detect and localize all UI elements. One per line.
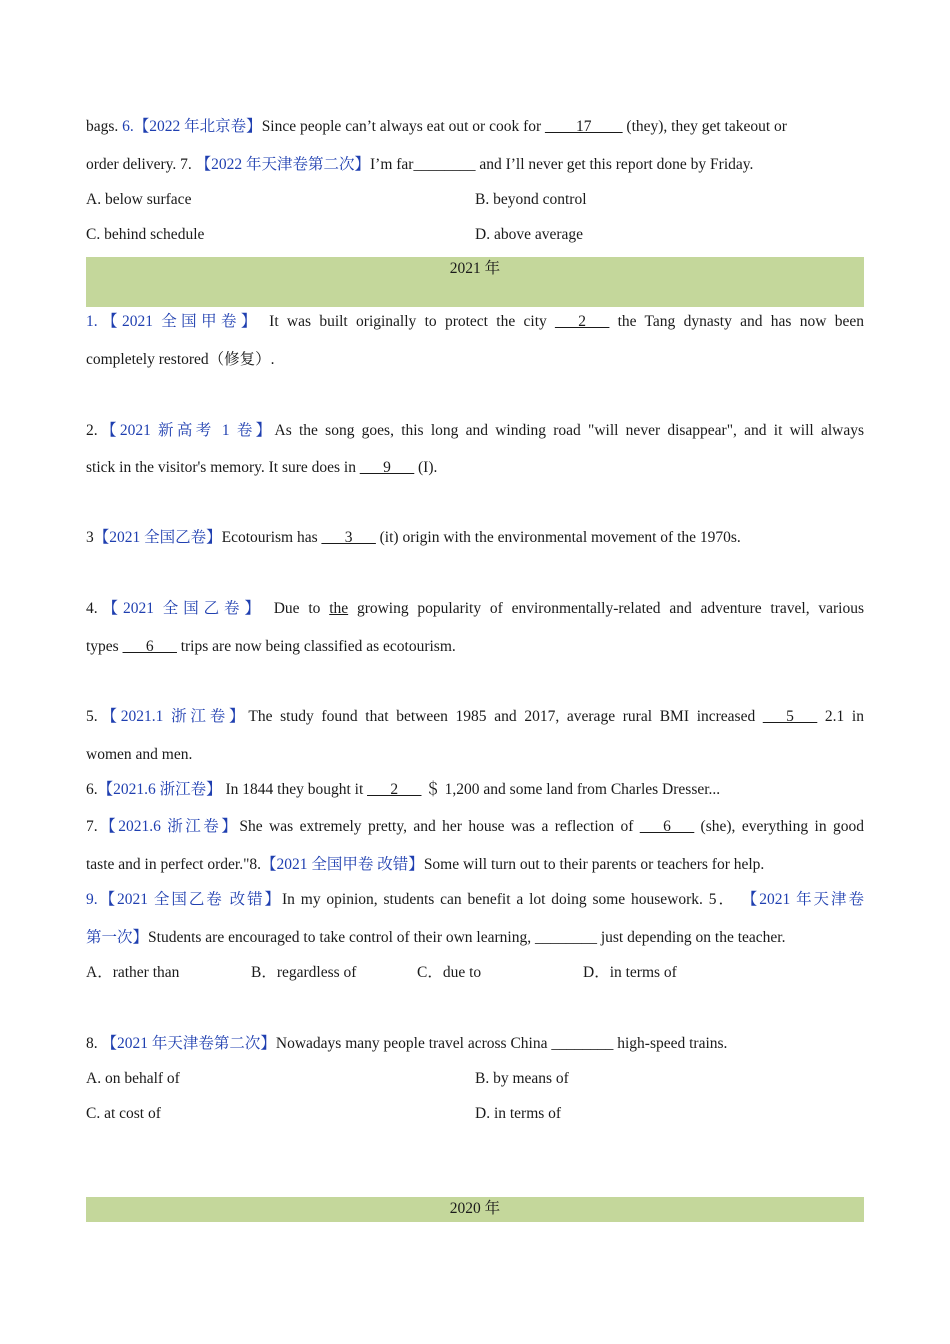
source-tag: 【2021 全国甲卷】 bbox=[97, 313, 261, 330]
option-d: D．in terms of bbox=[583, 964, 677, 981]
text: types bbox=[86, 638, 123, 655]
text: Since people can’t always eat out or cook for bbox=[261, 118, 546, 135]
text: It was built originally to protect the city bbox=[269, 313, 556, 330]
text: growing popularity of environmentally-related and adventure travel, various bbox=[348, 600, 865, 617]
text: Nowadays many people travel across China ________ high-speed trains. bbox=[275, 1035, 728, 1052]
question-number: 6. bbox=[122, 118, 134, 135]
option-d: D. above average bbox=[475, 226, 584, 243]
section-header-2021 bbox=[86, 257, 864, 307]
q4-line-2 bbox=[86, 637, 864, 657]
option-b: B．regardless of bbox=[251, 964, 357, 981]
source-tag: 【2021 全国甲卷 改错】 bbox=[261, 856, 424, 873]
option-a: A. on behalf of bbox=[86, 1070, 180, 1087]
section-title: 2020 年 bbox=[449, 1200, 501, 1217]
answer-blank: ___2___ bbox=[367, 781, 422, 798]
q2-line-2 bbox=[86, 458, 864, 478]
q3-line-1 bbox=[86, 528, 864, 548]
text: (they), they get takeout or bbox=[622, 118, 787, 135]
q7-line-2 bbox=[86, 855, 864, 875]
text: bags. bbox=[86, 118, 123, 135]
underlined-word: the bbox=[329, 600, 349, 617]
text: (I). bbox=[414, 459, 438, 476]
text: She was extremely pretty, and her house was a reflection of bbox=[239, 818, 640, 835]
option-d: D. in terms of bbox=[475, 1105, 562, 1122]
text: (she), everything in good bbox=[694, 818, 864, 835]
answer-blank: ____17____ bbox=[545, 118, 623, 135]
source-tag: 【2021 全国乙卷 改错】 bbox=[97, 891, 283, 908]
source-tag: 【2021.1 浙江卷】 bbox=[97, 708, 249, 725]
q1-line-1 bbox=[86, 312, 864, 332]
source-tag: 【2021 年天津卷 bbox=[741, 891, 864, 908]
q7-line-1 bbox=[86, 817, 864, 837]
question-number: 2. bbox=[86, 422, 98, 439]
text: ＄ 1,200 and some land from Charles Dresser... bbox=[421, 781, 721, 798]
section-title: 2021 年 bbox=[449, 260, 501, 277]
text: Ecotourism has bbox=[221, 529, 322, 546]
question-number: 1. bbox=[86, 313, 98, 330]
text: taste and in perfect order."8. bbox=[86, 856, 262, 873]
q2022-line-1 bbox=[86, 117, 864, 137]
source-tag: 【2022 年北京卷】 bbox=[133, 118, 262, 135]
answer-blank: ___6___ bbox=[122, 638, 177, 655]
options-row bbox=[86, 1069, 864, 1089]
option-c: C. behind schedule bbox=[86, 226, 205, 243]
q9-line-2 bbox=[86, 928, 864, 948]
text: Some will turn out to their parents or teachers for help. bbox=[423, 856, 765, 873]
q1-line-2 bbox=[86, 350, 864, 370]
q2022-line-2 bbox=[86, 155, 864, 175]
answer-blank: ___3___ bbox=[321, 529, 376, 546]
text: In my opinion, students can benefit a lot doing some housework. 5． bbox=[282, 891, 742, 908]
text: As the song goes, this long and winding road "will never disappear", and it will always bbox=[274, 422, 864, 439]
text: Students are encouraged to take control of their own learning, ________ just depending on the teacher. bbox=[148, 929, 786, 946]
question-number: 9. bbox=[86, 891, 98, 908]
option-b: B. beyond control bbox=[475, 191, 587, 208]
text: I’m far________ and I’ll never get this report done by Friday. bbox=[370, 156, 754, 173]
text: completely restored（修复）. bbox=[86, 351, 275, 368]
answer-blank: ___2___ bbox=[555, 313, 610, 330]
option-b: B. by means of bbox=[475, 1070, 569, 1087]
options-row bbox=[86, 225, 864, 245]
q8-line-1 bbox=[86, 1034, 864, 1054]
q9-line-1 bbox=[86, 890, 864, 910]
text: women and men. bbox=[86, 746, 193, 763]
source-tag: 【2021.6 浙江卷】 bbox=[97, 818, 240, 835]
text: order delivery. 7. bbox=[86, 156, 196, 173]
question-number: 5. bbox=[86, 708, 98, 725]
source-tag: 【2021 全国乙卷】 bbox=[93, 529, 222, 546]
text: trips are now being classified as ecotourism. bbox=[176, 638, 456, 655]
section-header-2020 bbox=[86, 1197, 864, 1222]
question-number: 7. bbox=[86, 818, 98, 835]
question-number: 4. bbox=[86, 600, 98, 617]
text: The study found that between 1985 and 2017, average rural BMI increased bbox=[248, 708, 763, 725]
answer-blank: ___6___ bbox=[639, 818, 695, 835]
option-a: A．rather than bbox=[86, 964, 180, 981]
q5-line-2 bbox=[86, 745, 864, 765]
question-number: 6. bbox=[86, 781, 98, 798]
option-c: C. at cost of bbox=[86, 1105, 161, 1122]
question-number: 3 bbox=[86, 529, 94, 546]
source-tag: 【2022 年天津卷第二次】 bbox=[195, 156, 370, 173]
q5-line-1 bbox=[86, 707, 864, 727]
source-tag: 【2021 新高考 1 卷】 bbox=[97, 422, 275, 439]
source-tag: 【2021 全国乙卷】 bbox=[97, 600, 265, 617]
text: In 1844 they bought it bbox=[221, 781, 368, 798]
text: stick in the visitor's memory. It sure does in bbox=[86, 459, 360, 476]
text: the Tang dynasty and has now been bbox=[609, 313, 864, 330]
source-tag: 【2021 年天津卷第二次】 bbox=[101, 1035, 276, 1052]
source-tag: 【2021.6 浙江卷】 bbox=[97, 781, 222, 798]
text: 2.1 in bbox=[817, 708, 864, 725]
q6-line-1 bbox=[86, 780, 864, 800]
option-c: C．due to bbox=[417, 964, 482, 981]
q4-line-1 bbox=[86, 599, 864, 619]
answer-blank: ___5___ bbox=[762, 708, 818, 725]
options-row bbox=[86, 1104, 864, 1124]
answer-blank: ___9___ bbox=[359, 459, 415, 476]
text: Due to bbox=[273, 600, 330, 617]
question-number: 8. bbox=[86, 1035, 102, 1052]
source-tag: 第一次】 bbox=[86, 929, 149, 946]
option-a: A. below surface bbox=[86, 191, 192, 208]
q2-line-1 bbox=[86, 421, 864, 441]
options-row bbox=[86, 190, 864, 210]
text: (it) origin with the environmental movement of the 1970s. bbox=[375, 529, 741, 546]
